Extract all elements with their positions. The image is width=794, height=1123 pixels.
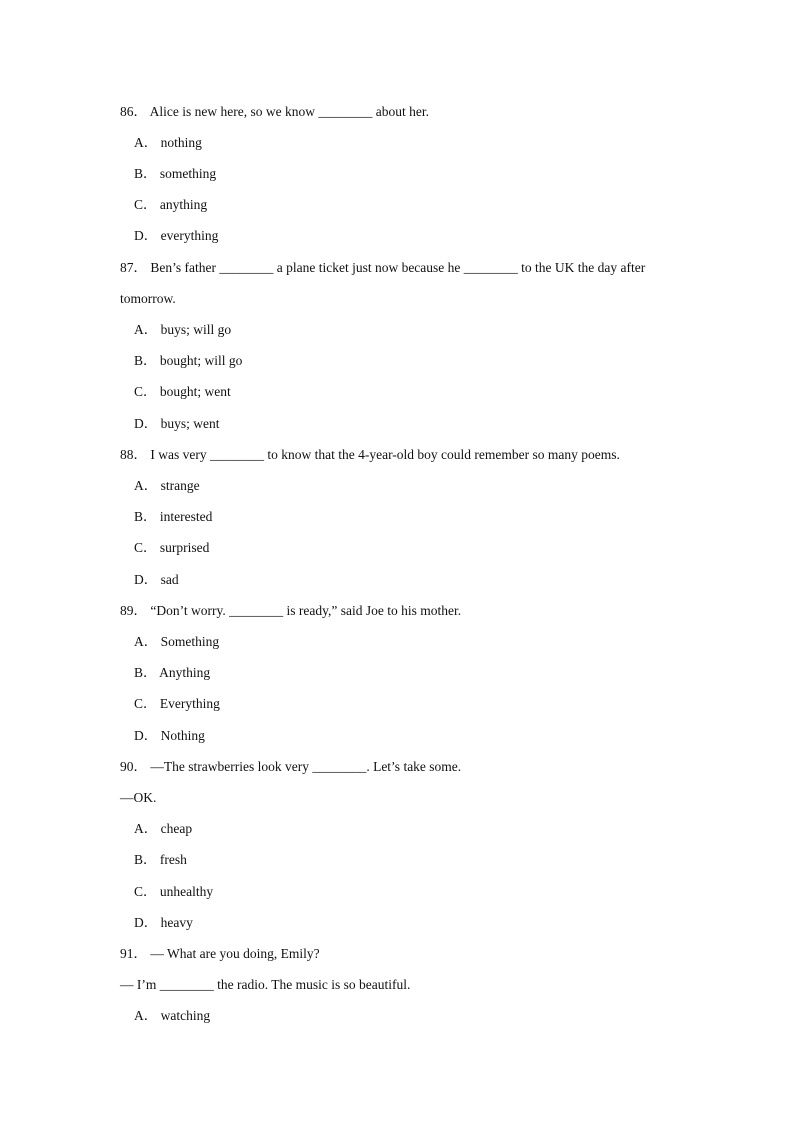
option-letter: D． [134, 915, 158, 930]
option-b [134, 508, 212, 526]
option-text: fresh [159, 852, 187, 867]
option-a [134, 820, 192, 838]
question-number: 89． [120, 603, 147, 618]
option-text: anything [159, 197, 208, 212]
option-text: buys; will go [160, 322, 232, 337]
option-text: surprised [159, 540, 210, 555]
option-d [134, 727, 205, 745]
option-text: Everything [159, 696, 220, 711]
option-letter: D． [134, 728, 158, 743]
option-text: sad [160, 572, 179, 587]
option-text: Nothing [160, 728, 205, 743]
option-text: nothing [160, 135, 202, 150]
question-number: 87． [120, 260, 147, 275]
option-text: unhealthy [159, 884, 214, 899]
question-90-stem-continued: —OK. [120, 790, 157, 805]
option-letter: A． [134, 1008, 158, 1023]
option-d [134, 571, 179, 589]
question-90-stem [120, 758, 461, 776]
option-letter: B． [134, 852, 157, 867]
option-letter: B． [134, 166, 157, 181]
question-number: 86． [120, 104, 147, 119]
option-text: buys; went [160, 416, 220, 431]
option-b [134, 165, 216, 183]
option-text: cheap [160, 821, 193, 836]
option-text: something [159, 166, 217, 181]
option-c [134, 196, 207, 214]
question-text: —The strawberries look very ________. Let’s take some. [150, 759, 462, 774]
option-text: Something [160, 634, 220, 649]
option-text: bought; will go [159, 353, 243, 368]
option-text: bought; went [159, 384, 231, 399]
option-letter: C． [134, 384, 157, 399]
option-b [134, 664, 210, 682]
option-letter: A． [134, 478, 158, 493]
question-88-stem [120, 446, 620, 464]
option-letter: A． [134, 135, 158, 150]
option-a [134, 633, 219, 651]
question-87-stem-continued: tomorrow. [120, 291, 176, 306]
option-text: heavy [160, 915, 193, 930]
option-letter: A． [134, 821, 158, 836]
option-letter: D． [134, 416, 158, 431]
option-a [134, 134, 202, 152]
option-a [134, 321, 231, 339]
option-letter: C． [134, 197, 157, 212]
question-text: I was very ________ to know that the 4-year-old boy could remember so many poems. [150, 447, 620, 462]
question-89-stem [120, 602, 461, 620]
question-text: — What are you doing, Emily? [150, 946, 320, 961]
question-number: 90． [120, 759, 147, 774]
option-text: Anything [159, 665, 211, 680]
question-number: 88． [120, 447, 147, 462]
option-b [134, 851, 187, 869]
question-91-stem [120, 945, 320, 963]
option-text: everything [160, 228, 219, 243]
option-text: strange [160, 478, 200, 493]
option-c [134, 383, 231, 401]
option-letter: B． [134, 353, 157, 368]
question-text: Ben’s father ________ a plane ticket just now because he ________ to the UK the day after [150, 260, 646, 275]
question-86-stem [120, 103, 429, 121]
option-d [134, 914, 193, 932]
question-91-stem-continued: — I’m ________ the radio. The music is so beautiful. [120, 977, 411, 992]
option-c [134, 695, 220, 713]
question-text: “Don’t worry. ________ is ready,” said Joe to his mother. [150, 603, 462, 618]
option-d [134, 415, 220, 433]
option-letter: D． [134, 228, 158, 243]
option-letter: A． [134, 634, 158, 649]
option-c [134, 883, 213, 901]
option-letter: C． [134, 884, 157, 899]
option-a [134, 1007, 210, 1025]
option-letter: B． [134, 509, 157, 524]
option-letter: C． [134, 540, 157, 555]
option-letter: C． [134, 696, 157, 711]
option-c [134, 539, 209, 557]
option-text: watching [160, 1008, 211, 1023]
option-letter: B． [134, 665, 157, 680]
question-87-stem [120, 259, 645, 277]
option-letter: D． [134, 572, 158, 587]
question-text: Alice is new here, so we know ________ about her. [149, 104, 429, 119]
option-b [134, 352, 242, 370]
option-text: interested [159, 509, 213, 524]
option-d [134, 227, 218, 245]
question-number: 91． [120, 946, 147, 961]
option-letter: A． [134, 322, 158, 337]
option-a [134, 477, 200, 495]
